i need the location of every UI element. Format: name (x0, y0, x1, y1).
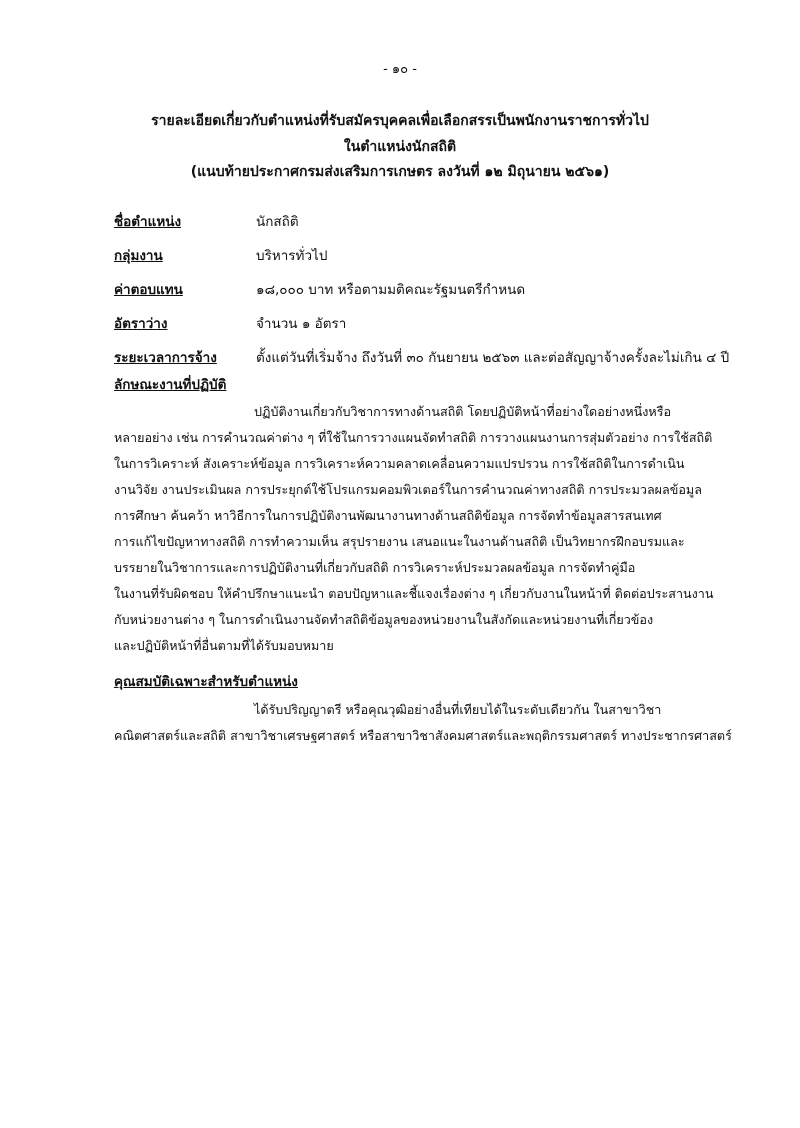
field-label: ชื่อตำแหน่ง (114, 214, 182, 230)
duties-line: ในการวิเคราะห์ สังเคราะห์ข้อมูล การวิเคราะห์ความคลาดเคลื่อนความแปรปรวน การใช้สถิติในการดำเนิน (114, 456, 685, 471)
duties-line: ในงานที่รับผิดชอบ ให้คำปรึกษาแนะนำ ตอบปัญหาและชี้แจงเรื่องต่าง ๆ เกี่ยวกับงานในหน้าที่ ติดต่อประสานงาน (114, 586, 714, 601)
qualifications-line: ได้รับปริญญาตรี หรือคุณวุฒิอย่างอื่นที่เทียบได้ในระดับเดียวกัน ในสาขาวิชา (254, 702, 662, 717)
duties-line: และปฏิบัติหน้าที่อื่นตามที่ได้รับมอบหมาย (114, 638, 334, 653)
field-label: อัตราว่าง (114, 316, 168, 332)
qualifications-line: คณิตศาสตร์และสถิติ สาขาวิชาเศรษฐศาสตร์ หรือสาขาวิชาสังคมศาสตร์และพฤติกรรมศาสตร์ ทางประชากรศาสตร์ (114, 728, 732, 743)
title-line-3: (แนบท้ายประกาศกรมส่งเสริมการเกษตร ลงวันที่ ๑๒ มิถุนายน ๒๕๖๑) (190, 164, 610, 180)
duties-line: การแก้ไขปัญหาทางสถิติ การทำความเห็น สรุปรายงาน เสนอแนะในงานด้านสถิติ เป็นวิทยากรฝึกอบรมและ (114, 534, 685, 549)
duties-line: งานวิจัย งานประเมินผล การประยุกต์ใช้โปรแกรมคอมพิวเตอร์ในการคำนวณค่าทางสถิติ การประมวลผลข้อมูล (114, 482, 702, 497)
page-number: - ๑๐ - (383, 62, 417, 77)
field-value: จำนวน ๑ อัตรา (256, 316, 347, 332)
field-value: บริหารทั่วไป (256, 248, 328, 264)
duties-line: หลายอย่าง เช่น การคำนวณค่าต่าง ๆ ที่ใช้ในการวางแผนจัดทำสถิติ การวางแผนงานการสุ่มตัวอย่าง การใช้สถิติ (114, 430, 713, 445)
field-value: ตั้งแต่วันที่เริ่มจ้าง ถึงวันที่ ๓๐ กันยายน ๒๕๖๓ และต่อสัญญาจ้างครั้งละไม่เกิน ๔ ปี (256, 350, 730, 366)
field-value: นักสถิติ (256, 214, 299, 230)
title-line-2: ในตำแหน่งนักสถิติ (343, 139, 457, 155)
field-label: ค่าตอบแทน (114, 282, 183, 298)
duties-line: บรรยายในวิชาการและการปฏิบัติงานที่เกี่ยวกับสถิติ การวิเคราะห์ประมวลผลข้อมูล การจัดทำคู่มือ (114, 560, 636, 575)
qualifications-heading: คุณสมบัติเฉพาะสำหรับตำแหน่ง (114, 674, 298, 690)
duties-line: การศึกษา ค้นคว้า หาวิธีการในการปฏิบัติงานพัฒนางานทางด้านสถิติข้อมูล การจัดทำข้อมูลสารสนเทศ (114, 508, 662, 523)
field-value: ๑๘,๐๐๐ บาท หรือตามมติคณะรัฐมนตรีกำหนด (256, 282, 526, 298)
duties-line: กับหน่วยงานต่าง ๆ ในการดำเนินงานจัดทำสถิติข้อมูลของหน่วยงานในสังกัดและหน่วยงานที่เกี่ยวข้อง (114, 612, 654, 627)
field-label: ระยะเวลาการจ้าง (114, 350, 217, 366)
duties-line: ปฏิบัติงานเกี่ยวกับวิชาการทางด้านสถิติ โดยปฏิบัติหน้าที่อย่างใดอย่างหนึ่งหรือ (254, 404, 672, 419)
duties-heading: ลักษณะงานที่ปฏิบัติ (114, 377, 227, 393)
title-line-1: รายละเอียดเกี่ยวกับตำแหน่งที่รับสมัครบุคคลเพื่อเลือกสรรเป็นพนักงานราชการทั่วไป (151, 113, 649, 129)
field-label: กลุ่มงาน (114, 248, 163, 264)
